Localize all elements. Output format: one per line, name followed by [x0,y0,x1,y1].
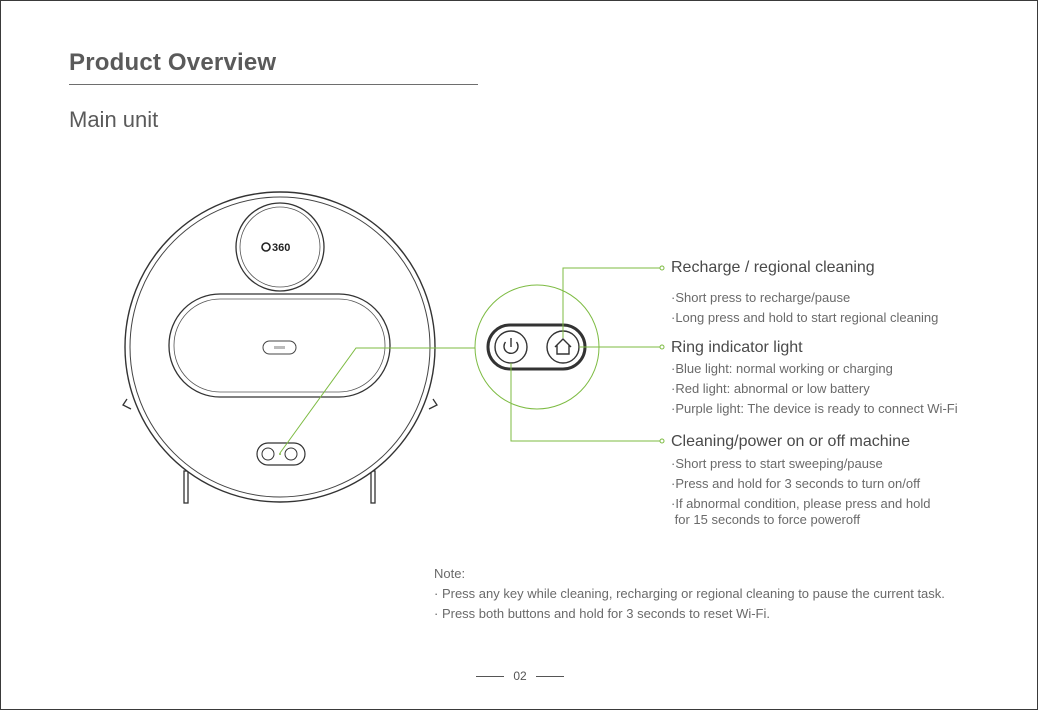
callout-ring-light-line: ·Blue light: normal working or charging [671,361,893,376]
lidar-turret [236,203,324,291]
svg-text:360: 360 [272,242,291,254]
callout-ring-light-heading: Ring indicator light [671,339,803,356]
note-item: · Press both buttons and hold for 3 seconds to reset Wi-Fi. [434,606,770,621]
note-item: · Press any key while cleaning, recharging or regional cleaning to pause the current task. [434,586,945,601]
page-title: Product Overview [69,49,277,76]
callout-power-line: for 15 seconds to force poweroff [671,512,861,527]
callout-power-line: ·If abnormal condition, please press and hold [671,496,931,511]
callout-power-heading: Cleaning/power on or off machine [671,433,910,450]
callout-endpoints [660,266,664,443]
callout-power-line: ·Press and hold for 3 seconds to turn on/off [671,476,921,491]
robot-vacuum-diagram [1,1,1038,710]
robot-button-panel [257,443,305,465]
top-lid [169,294,390,397]
callout-power-line: ·Short press to start sweeping/pause [671,456,883,471]
section-subtitle: Main unit [69,107,159,132]
callout-ring-light-line: ·Purple light: The device is ready to connect Wi-Fi [671,401,958,416]
page-number-value: 02 [513,669,527,683]
page-number-rule [536,676,564,677]
page-number [1,669,1038,683]
callout-recharge-line: ·Short press to recharge/pause [671,290,851,305]
power-button [495,331,527,363]
note-label: Note: [434,566,466,581]
callout-ring-light-line: ·Red light: abnormal or low battery [671,381,870,396]
callout-recharge-heading: Recharge / regional cleaning [671,259,875,276]
page-number-rule [476,676,504,677]
callout-recharge-line: ·Long press and hold to start regional cleaning [671,310,939,325]
